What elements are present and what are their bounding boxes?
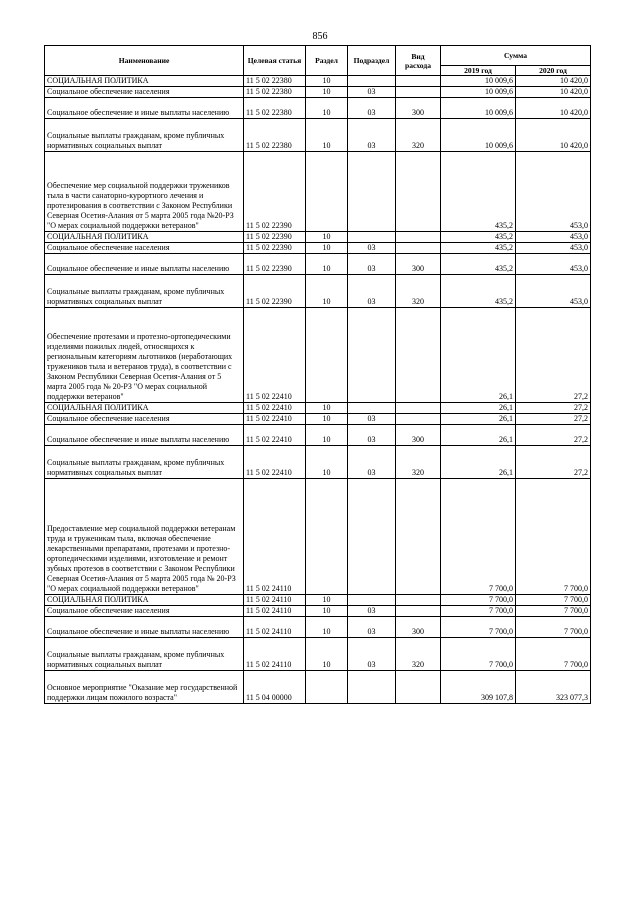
- row-target-code: 11 5 02 22380: [244, 76, 306, 87]
- row-name: СОЦИАЛЬНАЯ ПОЛИТИКА: [45, 403, 244, 414]
- row-name: СОЦИАЛЬНАЯ ПОЛИТИКА: [45, 595, 244, 606]
- table-row: [45, 243, 591, 254]
- row-section: 10: [306, 275, 348, 308]
- row-target-code: 11 5 02 22380: [244, 119, 306, 152]
- row-sum-2019: 7 700,0: [441, 606, 516, 617]
- row-sum-2019: 309 107,8: [441, 671, 516, 704]
- row-sum-2019: 435,2: [441, 243, 516, 254]
- table-row: [45, 446, 591, 479]
- row-expense-type: [396, 232, 441, 243]
- row-target-code: 11 5 02 22390: [244, 152, 306, 232]
- row-name: Социальные выплаты гражданам, кроме публичных нормативных социальных выплат: [45, 275, 244, 308]
- row-expense-type: 300: [396, 617, 441, 638]
- row-section: 10: [306, 98, 348, 119]
- row-subsection: [348, 479, 396, 595]
- table-row: [45, 275, 591, 308]
- row-subsection: 03: [348, 254, 396, 275]
- row-expense-type: 320: [396, 638, 441, 671]
- table-header: [45, 46, 591, 76]
- row-target-code: 11 5 02 22410: [244, 403, 306, 414]
- row-sum-2020: 453,0: [516, 232, 591, 243]
- row-sum-2019: 435,2: [441, 152, 516, 232]
- row-target-code: 11 5 02 24110: [244, 595, 306, 606]
- row-expense-type: [396, 595, 441, 606]
- row-target-code: 11 5 02 22390: [244, 232, 306, 243]
- row-subsection: 03: [348, 446, 396, 479]
- row-sum-2020: 7 700,0: [516, 595, 591, 606]
- row-name: Социальное обеспечение населения: [45, 414, 244, 425]
- budget-table: [44, 45, 591, 704]
- row-target-code: 11 5 02 24110: [244, 479, 306, 595]
- table-row: [45, 595, 591, 606]
- row-name: Социальное обеспечение и иные выплаты населению: [45, 98, 244, 119]
- header-sum: Сумма: [441, 46, 591, 66]
- row-section: [306, 308, 348, 403]
- row-target-code: 11 5 02 22410: [244, 446, 306, 479]
- row-section: 10: [306, 595, 348, 606]
- row-subsection: 03: [348, 119, 396, 152]
- row-target-code: 11 5 04 00000: [244, 671, 306, 704]
- table-row: [45, 606, 591, 617]
- row-sum-2019: 26,1: [441, 308, 516, 403]
- row-name: СОЦИАЛЬНАЯ ПОЛИТИКА: [45, 232, 244, 243]
- row-sum-2020: 27,2: [516, 403, 591, 414]
- row-name: Предоставление мер социальной поддержки ветеранам труда и труженикам тыла, включая обеспечение лекарственными препаратами, протезами и протезно-ортопедическими изделиями, изготовление и ремонт зубных протезов в соответствии с Законом Республики Северная Осетия-Алания от 5 марта 2005 года № 20-РЗ "О мерах социальной поддержки ветеранов": [45, 479, 244, 595]
- header-section: Раздел: [306, 46, 348, 76]
- row-sum-2020: 7 700,0: [516, 606, 591, 617]
- row-sum-2020: 10 420,0: [516, 98, 591, 119]
- row-subsection: [348, 308, 396, 403]
- row-target-code: 11 5 02 22390: [244, 275, 306, 308]
- row-target-code: 11 5 02 22410: [244, 308, 306, 403]
- row-target-code: 11 5 02 22380: [244, 98, 306, 119]
- row-sum-2019: 10 009,6: [441, 98, 516, 119]
- row-subsection: 03: [348, 617, 396, 638]
- row-subsection: 03: [348, 638, 396, 671]
- table-row: [45, 414, 591, 425]
- row-section: 10: [306, 403, 348, 414]
- table-row: [45, 152, 591, 232]
- row-target-code: 11 5 02 24110: [244, 638, 306, 671]
- row-target-code: 11 5 02 22410: [244, 425, 306, 446]
- row-section: 10: [306, 446, 348, 479]
- header-target: Целевая статья: [244, 46, 306, 76]
- row-expense-type: [396, 308, 441, 403]
- row-target-code: 11 5 02 22390: [244, 243, 306, 254]
- table-row: [45, 617, 591, 638]
- row-section: 10: [306, 638, 348, 671]
- row-name: Социальное обеспечение населения: [45, 243, 244, 254]
- table-row: [45, 254, 591, 275]
- row-target-code: 11 5 02 22410: [244, 414, 306, 425]
- row-subsection: 03: [348, 425, 396, 446]
- row-section: 10: [306, 254, 348, 275]
- row-section: 10: [306, 606, 348, 617]
- table-row: [45, 98, 591, 119]
- row-name: Социальное обеспечение и иные выплаты населению: [45, 617, 244, 638]
- row-expense-type: [396, 152, 441, 232]
- row-name: Социальное обеспечение и иные выплаты населению: [45, 254, 244, 275]
- row-expense-type: [396, 87, 441, 98]
- row-name: Обеспечение протезами и протезно-ортопедическими изделиями пожилых людей, относящихся к региональным категориям льготников (неработающих тружеников тыла и ветеранов труда), в соответствии с Законом Республики Северная Осетия-Алания от 5 марта 2005 года № 20-РЗ "О мерах социальной поддержки ветеранов": [45, 308, 244, 403]
- header-year-2019: 2019 год: [441, 66, 516, 76]
- table-row: [45, 425, 591, 446]
- row-sum-2019: 10 009,6: [441, 76, 516, 87]
- row-section: [306, 671, 348, 704]
- row-section: 10: [306, 232, 348, 243]
- header-subsection: Подраздел: [348, 46, 396, 76]
- table-row: [45, 87, 591, 98]
- row-sum-2019: 26,1: [441, 414, 516, 425]
- row-name: Социальное обеспечение населения: [45, 87, 244, 98]
- row-expense-type: 300: [396, 254, 441, 275]
- header-year-2020: 2020 год: [516, 66, 591, 76]
- row-subsection: [348, 403, 396, 414]
- row-name: СОЦИАЛЬНАЯ ПОЛИТИКА: [45, 76, 244, 87]
- row-subsection: [348, 232, 396, 243]
- row-target-code: 11 5 02 22390: [244, 254, 306, 275]
- header-expense-type: Вид расхода: [396, 46, 441, 76]
- row-subsection: [348, 595, 396, 606]
- row-sum-2019: 7 700,0: [441, 595, 516, 606]
- row-sum-2019: 7 700,0: [441, 638, 516, 671]
- row-name: Социальные выплаты гражданам, кроме публичных нормативных социальных выплат: [45, 119, 244, 152]
- row-sum-2019: 10 009,6: [441, 119, 516, 152]
- table-row: [45, 119, 591, 152]
- table-row: [45, 308, 591, 403]
- row-expense-type: [396, 606, 441, 617]
- row-name: Обеспечение мер социальной поддержки тружеников тыла в части санаторно-курортного лечения и протезирования в соответствии с Законом Республики Северная Осетия-Алания от 5 марта 2005 года №20-РЗ "О мерах социальной поддержки ветеранов": [45, 152, 244, 232]
- row-sum-2019: 435,2: [441, 275, 516, 308]
- row-section: [306, 479, 348, 595]
- row-name: Основное мероприятие "Оказание мер государственной поддержки лицам пожилого возраста": [45, 671, 244, 704]
- row-subsection: [348, 671, 396, 704]
- row-sum-2019: 435,2: [441, 232, 516, 243]
- row-expense-type: [396, 403, 441, 414]
- row-target-code: 11 5 02 24110: [244, 606, 306, 617]
- row-sum-2019: 26,1: [441, 403, 516, 414]
- row-sum-2019: 435,2: [441, 254, 516, 275]
- row-subsection: [348, 76, 396, 87]
- row-sum-2020: 7 700,0: [516, 617, 591, 638]
- row-subsection: 03: [348, 414, 396, 425]
- row-section: 10: [306, 76, 348, 87]
- row-sum-2019: 7 700,0: [441, 617, 516, 638]
- table-row: [45, 479, 591, 595]
- row-expense-type: 320: [396, 446, 441, 479]
- header-name: Наименование: [45, 46, 244, 76]
- row-subsection: 03: [348, 243, 396, 254]
- row-section: 10: [306, 414, 348, 425]
- row-sum-2020: 7 700,0: [516, 479, 591, 595]
- row-sum-2019: 26,1: [441, 446, 516, 479]
- row-section: 10: [306, 617, 348, 638]
- table-body: [45, 76, 591, 704]
- row-sum-2020: 453,0: [516, 254, 591, 275]
- row-name: Социальные выплаты гражданам, кроме публичных нормативных социальных выплат: [45, 446, 244, 479]
- row-expense-type: [396, 76, 441, 87]
- table-row: [45, 671, 591, 704]
- row-sum-2020: 27,2: [516, 308, 591, 403]
- row-sum-2020: 453,0: [516, 152, 591, 232]
- page-number: 856: [312, 31, 328, 42]
- row-sum-2020: 453,0: [516, 275, 591, 308]
- row-expense-type: [396, 414, 441, 425]
- row-target-code: 11 5 02 24110: [244, 617, 306, 638]
- row-section: 10: [306, 425, 348, 446]
- row-name: Социальное обеспечение населения: [45, 606, 244, 617]
- row-sum-2020: 323 077,3: [516, 671, 591, 704]
- row-sum-2019: 10 009,6: [441, 87, 516, 98]
- table-row: [45, 76, 591, 87]
- row-subsection: 03: [348, 606, 396, 617]
- row-sum-2020: 27,2: [516, 446, 591, 479]
- row-expense-type: 300: [396, 425, 441, 446]
- row-expense-type: 300: [396, 98, 441, 119]
- row-sum-2020: 10 420,0: [516, 76, 591, 87]
- row-target-code: 11 5 02 22380: [244, 87, 306, 98]
- row-sum-2020: 453,0: [516, 243, 591, 254]
- row-expense-type: [396, 479, 441, 595]
- row-expense-type: [396, 671, 441, 704]
- row-subsection: 03: [348, 98, 396, 119]
- row-section: [306, 152, 348, 232]
- row-expense-type: 320: [396, 119, 441, 152]
- table-row: [45, 232, 591, 243]
- row-expense-type: 320: [396, 275, 441, 308]
- row-sum-2020: 27,2: [516, 425, 591, 446]
- row-sum-2020: 27,2: [516, 414, 591, 425]
- row-name: Социальное обеспечение и иные выплаты населению: [45, 425, 244, 446]
- row-subsection: 03: [348, 275, 396, 308]
- row-expense-type: [396, 243, 441, 254]
- table-row: [45, 638, 591, 671]
- row-sum-2019: 26,1: [441, 425, 516, 446]
- row-sum-2019: 7 700,0: [441, 479, 516, 595]
- row-subsection: [348, 152, 396, 232]
- row-section: 10: [306, 87, 348, 98]
- table-row: [45, 403, 591, 414]
- row-name: Социальные выплаты гражданам, кроме публичных нормативных социальных выплат: [45, 638, 244, 671]
- row-sum-2020: 10 420,0: [516, 119, 591, 152]
- row-sum-2020: 7 700,0: [516, 638, 591, 671]
- row-section: 10: [306, 243, 348, 254]
- row-subsection: 03: [348, 87, 396, 98]
- row-section: 10: [306, 119, 348, 152]
- row-sum-2020: 10 420,0: [516, 87, 591, 98]
